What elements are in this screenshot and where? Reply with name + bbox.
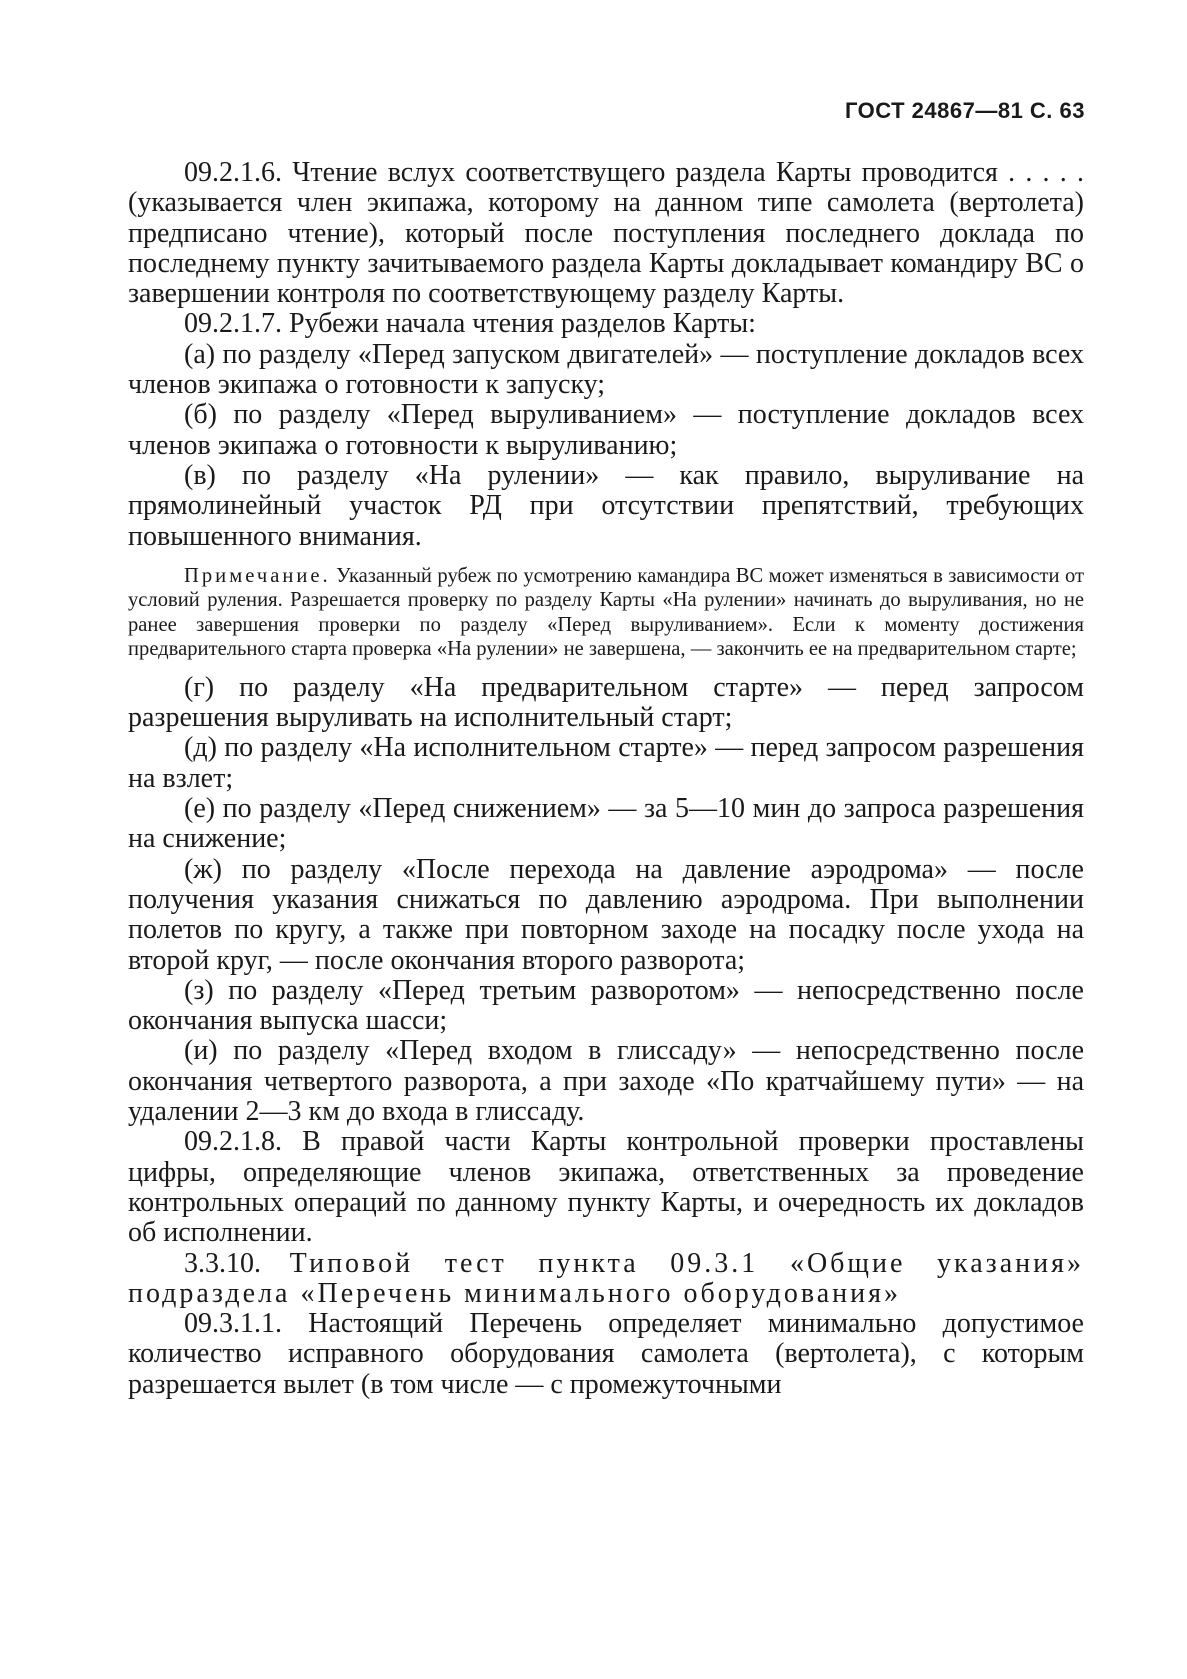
list-item-zh: (ж) по разделу «После перехода на давление аэродрома» — после получения указания снижаться по давлению аэродрома. При выполнении полетов по кругу, а также при повторном заходе на посадку после ухода на второй круг, — после окончания второго разворота;	[128, 853, 1084, 976]
page-header: ГОСТ 24867—81 С. 63	[844, 98, 1085, 123]
list-item-a: (а) по разделу «Перед запуском двигателей» — поступление докладов всех членов экипажа о готовности к запуску;	[128, 338, 1084, 401]
note	[128, 564, 1084, 662]
paragraph-09-3-1-1: 09.3.1.1. Настоящий Перечень определяет минимально допустимое количество исправного оборудования самолета (вертолета), с которым разрешается вылет (в том числе — с промежуточными	[128, 1308, 1084, 1400]
document-body	[128, 158, 1084, 1400]
paragraph-09-2-1-6: 09.2.1.6. Чтение вслух соответствущего раздела Карты проводится . . . . . (указывается член экипажа, которому на данном типе самолета (вертолета) предписано чтение), который после поступления последнего доклада по последнему пункту зачитываемого раздела Карты докладывает командиру ВС о завершении контроля по соответствующему разделу Карты.	[128, 157, 1084, 310]
list-item-v: (в) по разделу «На рулении» — как правило, выруливание на прямолинейный участок РД при отсутствии препятствий, требующих повышенного внимания.	[128, 459, 1084, 552]
list-item-z: (з) по разделу «Перед третьим разворотом» — непосредственно после окончания выпуска шасси;	[128, 974, 1084, 1037]
section-number: 3.3.10.	[184, 1247, 261, 1279]
note-text: Указанный рубеж по усмотрению камандира ВС может изменяться в зависимости от условий руления. Разрешается проверку по разделу Карты «На рулении» начинать до выруливания, но не ранее завершения проверки по разделу «Перед выруливанием». Если к моменту достижения предварительного старта проверка «На рулении» не завершена, — закончить ее на предварительном старте;	[128, 564, 1084, 661]
list-item-b: (б) по разделу «Перед выруливанием» — поступление докладов всех членов экипажа о готовности к выруливанию;	[128, 399, 1084, 461]
list-item-d: (д) по разделу «На исполнительном старте» — перед запросом разрешения на взлет;	[128, 732, 1084, 794]
list-item-e: (е) по разделу «Перед снижением» — за 5—10 мин до запроса разрешения на снижение;	[128, 793, 1084, 855]
paragraph-09-2-1-7: 09.2.1.7. Рубежи начала чтения разделов Карты:	[184, 308, 756, 340]
section-3-3-10	[128, 1249, 1084, 1310]
note-label: Примечание.	[184, 564, 331, 587]
list-item-i: (и) по разделу «Перед входом в глиссаду» — непосредственно после окончания четвертого разворота, а при заходе «По кратчайшему пути» — на удалении 2—3 км до входа в глиссаду.	[128, 1035, 1084, 1128]
section-title: Типовой тест пункта 09.3.1 «Общие указания» подраздела «Перечень минимального оборудования»	[128, 1247, 1084, 1309]
list-item-g: (г) по разделу «На предварительном старте» — перед запросом разрешения выруливать на исполнительный старт;	[128, 671, 1084, 734]
paragraph-09-2-1-8: 09.2.1.8. В правой части Карты контрольной проверки проставлены цифры, определяющие членов экипажа, ответственных за проведение контрольных операций по данному пункту Карты, и очередность их докладов об исполнении.	[128, 1126, 1084, 1249]
